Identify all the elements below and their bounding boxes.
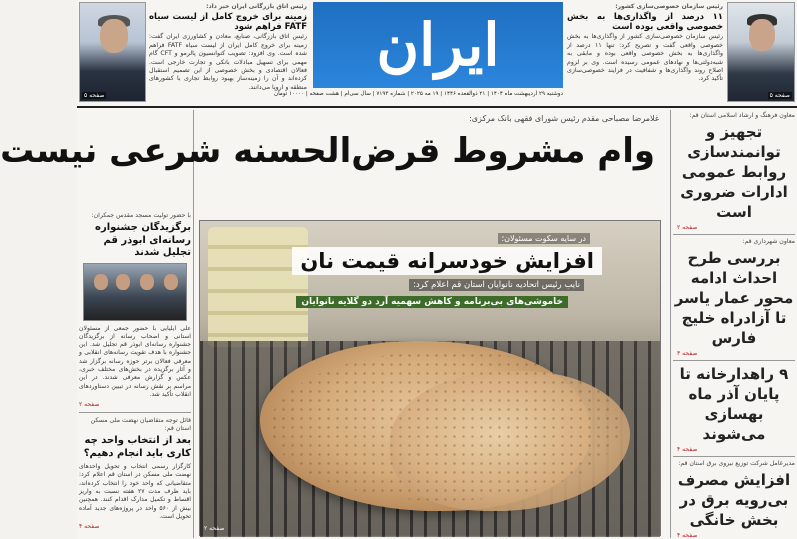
page-ref: صفحه ۲ [677,224,698,231]
person [164,274,178,290]
bread-photo[interactable] [199,220,661,536]
story-headline[interactable]: ۹ راهدارخانه تا پایان آذر ماه بهسازی می‌شوند [679,365,789,443]
left-column [79,212,191,537]
divider [673,360,795,361]
bread-texture [270,351,620,501]
person [94,274,108,290]
column-divider [670,110,671,538]
story-kicker: قائل توجه متقاضیان نهضت ملی مسکن استان قم: [90,417,191,433]
story-headline[interactable]: تجهیز و توانمندسازی روابط عمومی ادارات ضروری است [680,123,788,221]
page-ref: صفحه ۲ [79,401,100,409]
story-headline[interactable]: افزایش مصرف بی‌رویه برق در بخش خانگی [677,471,791,529]
main-kicker: غلامرضا مصباحی مقدم رئیس شورای فقهی بانک مرکزی: [469,114,659,123]
photo-subhead: نایب رئیس اتحادیه نانوایان استان قم اعلام کرد: [409,279,584,291]
header-left-photo [79,2,146,102]
story-kicker: معاون فرهنگ و ارشاد اسلامی استان قم: [689,112,795,119]
photo-headline: افزایش خودسرانه قیمت نان [292,247,602,275]
person [140,274,154,290]
header [77,0,797,108]
page-ref: صفحه ۴ [677,446,698,453]
story-headline[interactable]: بعد از انتخاب واحد چه کاری باید انجام دهیم؟ [83,435,191,459]
photo-kicker: در سایه سکوت مسئولان؛ [498,233,590,244]
story-kicker: مدیرعامل شرکت توزیع نیروی برق استان قم: [678,460,795,467]
person [116,274,130,290]
photo-page-ref: صفحه ۲ [204,525,225,532]
story-body: کارگزار رسمی انتخاب و تحویل واحدهای نهضت ملی مسکن در استان قم اعلام کرد: متقاضیانی که واحد خود را انتخاب کرده‌اند، باید ظرف مدت ۲۷ هفته نسبت به واریز اقساط و تکمیل مدارک اقدام کنند. همچنین بیش از ۵۶۰ واحد در پروژه‌های جدید آماده تحویل است. [79,463,191,520]
masthead-logo[interactable] [313,2,563,88]
photo-page-tag: صفحه ۵ [769,92,790,99]
divider [673,456,795,457]
story-headline: ۱۱ درصد از واگذاری‌ها به بخش خصوصی واقعی بوده است [567,12,723,33]
divider [79,412,191,413]
page-ref: صفحه ۳ [677,350,698,357]
main-headline[interactable]: وام مشروط قرض‌الحسنه شرعی نیست [0,131,655,171]
photo-page-tag: صفحه ۵ [84,92,105,99]
story-body: رئیس اتاق بازرگانی، صنایع، معادن و کشاورزی ایران گفت: زمینه برای خروج کامل ایران از لیست سیاه FATF فراهم شده است. وی افزود: تصویب کنوانسیون پالرمو و CFT گام مهمی برای تسهیل مبادلات بانکی و تجارت خارجی است. فعالان اقتصادی و بخش خصوصی از این تصمیم استقبال کرده‌اند و آن را زمینه‌ساز بهبود روابط تجاری با کشورهای منطقه و اروپا می‌دانند. [149,33,307,91]
photo-subhead-highlight: خاموشی‌های بی‌برنامه و کاهش سهمیه آرد دو گلایه نانوایان [296,296,568,308]
flour-sacks-image [208,227,308,347]
header-right-story[interactable] [567,3,723,103]
story-body: علی ایلیایی با حضور جمعی از مسئولان استانی و اصحاب رسانه از برگزیدگان جشنواره رسانه‌ای ابوذر قم تجلیل شد. این جشنواره با هدف تقویت رسانه‌های انقلابی و معرفی فعالان برتر حوزه رسانه برگزار شد و آثار برگزیده در بخش‌های مختلف خبری، عکس و گزارش معرفی شدند. در این مراسم بر نقش رسانه در تبیین دستاوردهای انقلاب تأکید شد. [79,324,191,398]
story-kicker: رئیس اتاق بازرگانی ایران خبر داد: [206,3,307,10]
story-kicker: با حضور تولیت مسجد مقدس جمکران: [91,212,191,219]
story-headline: زمینه برای خروج کامل از لیست سیاه FATF فراهم شود [149,12,307,33]
story-kicker: معاون شهرداری قم: [742,238,795,245]
header-left-story[interactable] [149,3,307,103]
story-headline[interactable]: بررسی طرح احداث ادامه محور عمار یاسر تا آزادراه خلیج فارس [674,249,794,347]
story-headline[interactable]: برگزیدگان جشنواره رسانه‌ای ابوذر قم تجلیل شدند [95,222,191,258]
right-column [673,112,795,537]
ceremony-photo [83,263,187,321]
divider [673,234,795,235]
page-ref: صفحه ۴ [79,523,100,531]
logo-text: ایران [376,11,500,79]
dateline: دوشنبه ۲۹ اردیبهشت ماه ۱۴۰۴ | ۲۱ ذوالقعده ۱۴۴۶ | ۱۹ مه ۲۰۲۵ | شماره ۷۱۹۳ | سال سی‌ام | هشت صفحه | ۱۰۰۰۰ تومان [273,91,563,97]
header-right-photo [727,2,795,102]
column-divider [193,110,194,538]
page-ref: صفحه ۴ [677,532,698,539]
portrait-face [749,19,775,51]
story-body: رئیس سازمان خصوصی‌سازی کشور از واگذاری‌ها به بخش خصوصی واقعی گفت و تصریح کرد: تنها ۱۱ درصد از واگذاری‌ها به بخش خصوصی واقعی بوده و مابقی به شبه‌دولتی‌ها و نهادهای عمومی رسیده است. وی بر لزوم اصلاح روند واگذاری‌ها و شفافیت در فرایند خصوصی‌سازی تأکید کرد. [567,33,723,83]
portrait-face [100,19,128,53]
story-kicker: رئیس سازمان خصوصی‌سازی کشور: [615,3,723,10]
